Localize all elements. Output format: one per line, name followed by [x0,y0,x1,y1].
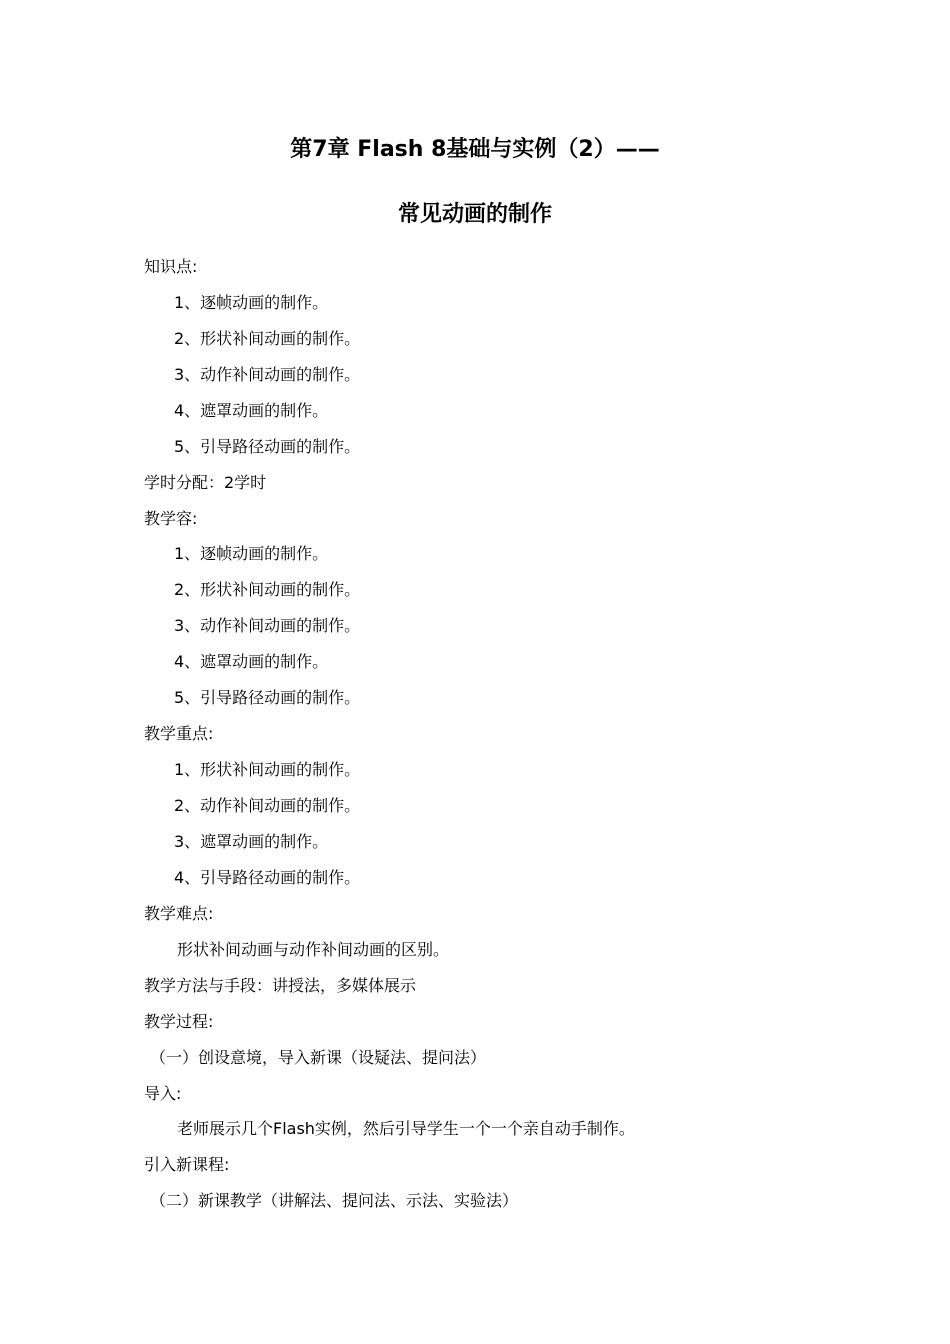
list-item: 3、动作补间动画的制作。 [174,616,361,635]
document-title-line-2: 常见动画的制作 [397,202,552,227]
section-heading-process: 教学过程: [144,1012,214,1031]
list-item: 4、遮罩动画的制作。 [174,401,329,420]
document-title-line-1: 第7章 Flash 8基础与实例（2）—— [290,137,660,162]
section-heading-difficulties: 教学难点: [144,904,214,923]
list-item: 4、遮罩动画的制作。 [174,652,329,671]
section-heading-new-course: 引入新课程: [144,1155,230,1174]
list-item: 1、逐帧动画的制作。 [174,293,329,312]
list-item: 2、形状补间动画的制作。 [174,580,361,599]
section-heading-content: 教学容: [144,509,198,528]
list-item: 2、动作补间动画的制作。 [174,796,361,815]
list-item: 1、形状补间动画的制作。 [174,760,361,779]
section-heading-hours: 学时分配：2学时 [144,473,267,492]
paragraph: 形状补间动画与动作补间动画的区别。 [177,940,450,959]
section-heading-methods: 教学方法与手段：讲授法，多媒体展示 [144,976,417,995]
list-item: 3、遮罩动画的制作。 [174,832,329,851]
section-heading-knowledge-points: 知识点: [144,257,198,276]
section-heading-key-points: 教学重点: [144,724,214,743]
list-item: 1、逐帧动画的制作。 [174,544,329,563]
list-item: 2、形状补间动画的制作。 [174,329,361,348]
list-item: 3、动作补间动画的制作。 [174,365,361,384]
section-heading-intro: 导入: [144,1084,182,1103]
list-item: 5、引导路径动画的制作。 [174,688,361,707]
subsection-heading: （一）创设意境，导入新课（设疑法、提问法） [150,1048,487,1067]
paragraph: 老师展示几个Flash实例，然后引导学生一个一个亲自动手制作。 [177,1119,635,1138]
list-item: 5、引导路径动画的制作。 [174,437,361,456]
list-item: 4、引导路径动画的制作。 [174,868,361,887]
subsection-heading: （二）新课教学（讲解法、提问法、示法、实验法） [150,1191,519,1210]
